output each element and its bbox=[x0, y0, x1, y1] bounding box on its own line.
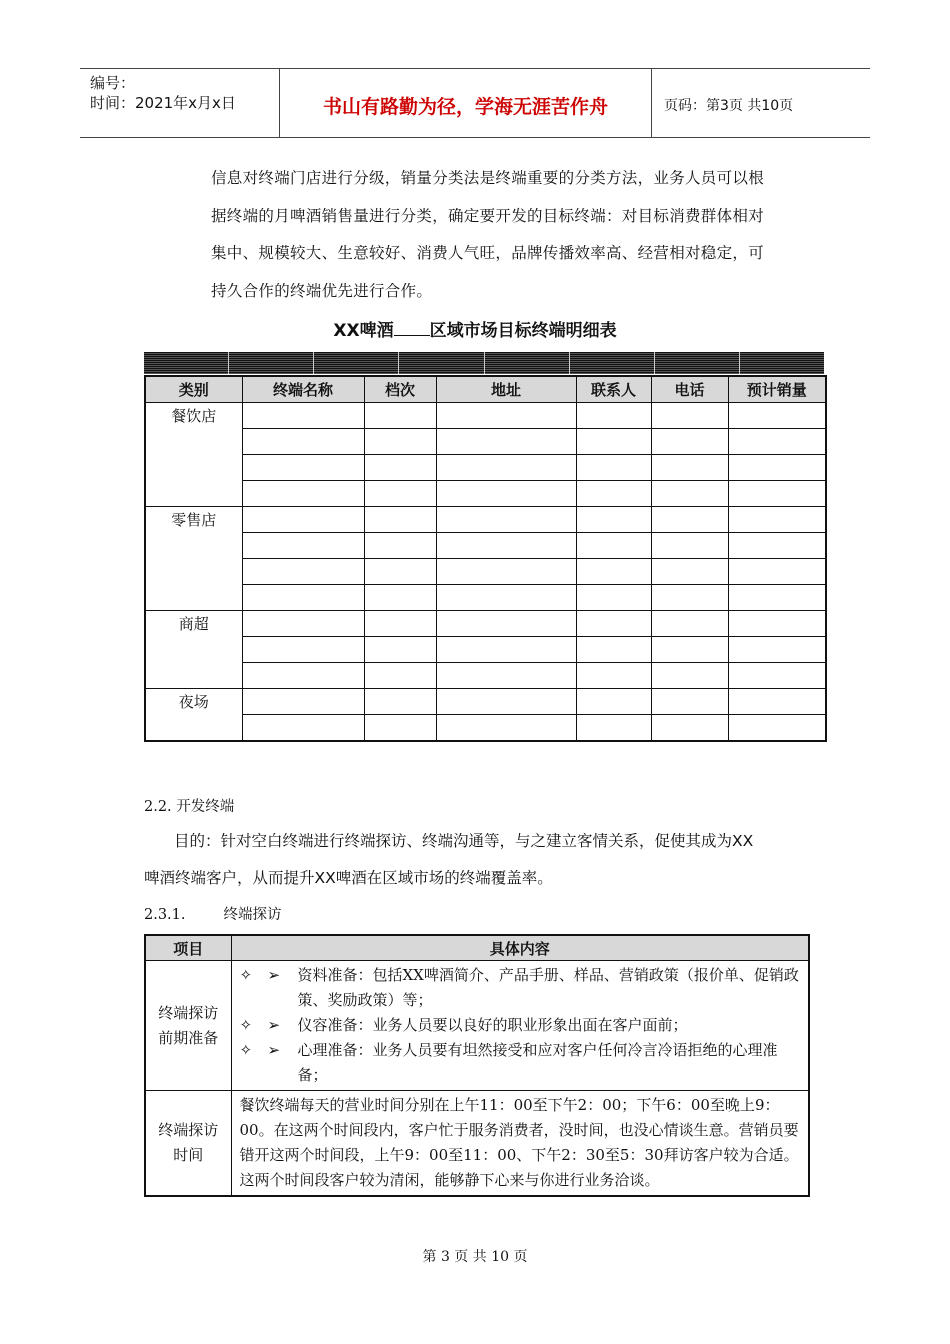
col-header: 类别 bbox=[145, 376, 242, 403]
table1-title-post: 区域市场目标终端明细表 bbox=[429, 321, 617, 341]
table-header-row bbox=[145, 376, 826, 403]
header-motto: 书山有路勤为径，学海无涯苦作舟 bbox=[280, 69, 652, 137]
intro-line: 信息对终端门店进行分级，销量分类法是终端重要的分类方法，业务人员可以根 bbox=[211, 169, 765, 187]
goal-line: 目的：针对空白终端进行终端探访、终端沟通等，与之建立客情关系，促使其成为XX bbox=[174, 832, 754, 850]
table-row bbox=[145, 429, 826, 455]
table-row bbox=[145, 507, 826, 533]
goal-paragraph bbox=[144, 823, 814, 897]
diamond-bullet-icon: ✧ bbox=[239, 1041, 253, 1059]
intro-paragraph bbox=[211, 160, 811, 310]
table-row bbox=[145, 715, 826, 742]
title-blank bbox=[394, 321, 430, 336]
item-cell: 终端探访 前期准备 bbox=[145, 961, 231, 1091]
table-row bbox=[145, 403, 826, 429]
intro-line: 持久合作的终端优先进行合作。 bbox=[211, 281, 433, 300]
page-header bbox=[80, 68, 870, 138]
table-row bbox=[145, 559, 826, 585]
table-row bbox=[145, 1091, 809, 1197]
intro-line: 据终端的月啤酒销售量进行分类，确定要开发的目标终端：对目标消费群体相对 bbox=[211, 206, 765, 225]
category-cell: 零售店 bbox=[145, 507, 242, 611]
page-footer: 第 3 页 共 10 页 bbox=[422, 1249, 528, 1265]
goal-line: 啤酒终端客户，从而提升XX啤酒在区域市场的终端覆盖率。 bbox=[144, 869, 553, 887]
category-cell: 商超 bbox=[145, 611, 242, 689]
table-header-row bbox=[145, 935, 809, 961]
col-header: 预计销量 bbox=[728, 376, 826, 403]
table-row bbox=[145, 455, 826, 481]
section-number: 2.3.1. bbox=[144, 907, 186, 923]
table-row bbox=[145, 637, 826, 663]
table-row bbox=[145, 585, 826, 611]
terminal-visit-table bbox=[144, 934, 810, 1197]
table1-title-pre: XX啤酒 bbox=[333, 321, 394, 341]
number-label: 编号： bbox=[90, 74, 136, 92]
col-header: 具体内容 bbox=[231, 935, 809, 961]
diamond-bullet-icon: ✧ bbox=[239, 966, 253, 984]
list-item: ✧ ➢ 资料准备：包括XX啤酒简介、产品手册、样品、营销政策（报价单、促销政策、奖励政策）等； bbox=[240, 963, 803, 1013]
table-row bbox=[145, 689, 826, 715]
category-cell: 餐饮店 bbox=[145, 403, 242, 507]
content-cell: 餐饮终端每天的营业时间分别在上午11：00至下午2：00；下午6：00至晚上9：00。在这两个时间段内，客户忙于服务消费者，没时间，也没心情谈生意。营销员要错开这两个时间段，上午9：00至11：00、下午2：30至5：30拜访客户较为合适。这两个时间段客户较为清闲，能够静下心来与你进行业务洽谈。 bbox=[231, 1091, 809, 1197]
content-cell bbox=[231, 961, 809, 1091]
intro-line: 集中、规模较大、生意较好、消费人气旺，品牌传播效率高、经营相对稳定，可 bbox=[211, 244, 765, 262]
col-header: 项目 bbox=[145, 935, 231, 961]
col-header: 电话 bbox=[651, 376, 728, 403]
table-row bbox=[145, 961, 809, 1091]
arrow-bullet-icon: ➢ bbox=[267, 966, 281, 984]
table1-title bbox=[0, 316, 950, 341]
arrow-bullet-icon: ➢ bbox=[267, 1041, 281, 1059]
table-row bbox=[145, 611, 826, 637]
table-row bbox=[145, 533, 826, 559]
item-cell: 终端探访 时间 bbox=[145, 1091, 231, 1197]
section-title: 终端探访 bbox=[223, 907, 282, 923]
col-header: 档次 bbox=[364, 376, 436, 403]
list-item: ✧ ➢ 心理准备：业务人员要有坦然接受和应对客户任何冷言冷语拒绝的心理准备； bbox=[240, 1038, 803, 1088]
table-row bbox=[145, 481, 826, 507]
category-cell: 夜场 bbox=[145, 689, 242, 742]
time-label: 时间：2021年x月x日 bbox=[90, 94, 236, 112]
col-header: 地址 bbox=[436, 376, 576, 403]
table1-decorative-header-band bbox=[144, 352, 824, 374]
diamond-bullet-icon: ✧ bbox=[239, 1016, 253, 1034]
table-row bbox=[145, 663, 826, 689]
target-terminal-table bbox=[144, 375, 827, 742]
header-meta bbox=[80, 69, 280, 137]
arrow-bullet-icon: ➢ bbox=[267, 1016, 281, 1034]
section-2-2-heading: 2.2. 开发终端 bbox=[144, 799, 235, 815]
section-2-3-1-heading bbox=[144, 903, 282, 924]
col-header: 终端名称 bbox=[242, 376, 364, 403]
header-page-number: 页码：第3页 共10页 bbox=[664, 98, 794, 114]
col-header: 联系人 bbox=[576, 376, 651, 403]
list-item: ✧ ➢ 仪容准备：业务人员要以良好的职业形象出面在客户面前； bbox=[240, 1013, 803, 1038]
